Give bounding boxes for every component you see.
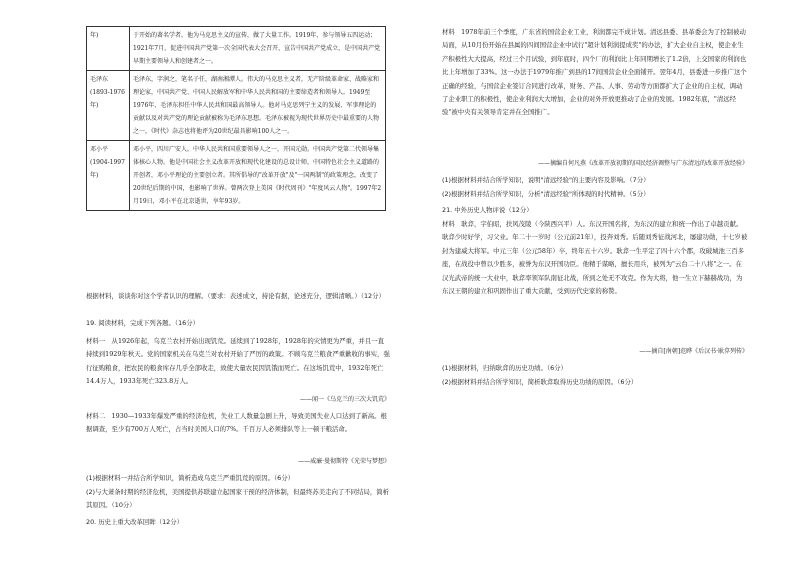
q19-question-2: (2)与大萧条时期的经济危机，美国提供苏联建立起国家干预的经济体制，但最终苏美走向了不同结局，简析其原因。（10分）: [86, 488, 390, 509]
table-cell-name: 年): [87, 27, 130, 71]
table-cell-name: 毛泽东 (1893-1976年): [87, 71, 130, 141]
q20-question-2: (2)根据材料并结合所学知识，分析"清远经验"所体现的时代精神。（5分）: [442, 190, 650, 198]
table-cell-text: 毛泽东，字润之，笔名子任，湖南湘潭人。伟大的马克思主义者，无产阶级革命家、战略家和理论家，中国共产党、中国人民解放军和中华人民共和国的主要缔造者和领导人。1949至1976年，毛泽东担任中华人民共和国最高领导人。他对马克思列宁主义的发展、军事理论的贡献以及对共产党的理论贡献被称为毛泽东思想。毛泽东被视为现代世界历史中最重要的人物之一，《时代》杂志也将他评为20世纪最具影响100人之一。: [130, 71, 386, 141]
q20-question-1: (1)根据材料并结合所学知识，说明"清远经验"的主要内容及影响。（7分）: [442, 176, 650, 184]
q19-material-1-source: ——闻一《乌克兰的三次大饥荒》: [299, 396, 390, 403]
table-cell-text: 于开始的著名学者。他为马克思主义的宣传，做了大量工作。1919年，参与领导五四运动；1921年7月，促进中国共产党第一次全国代表大会召开，宣告中国共产党成立，是中国共产党早期主要领导人和创建者之一。: [130, 27, 386, 71]
q19-question-1: (1)根据材料一并结合所学知识，简析造成乌克兰严重饥荒的原因。（6分）: [86, 474, 295, 482]
table-cell-text: 邓小平，四川广安人。中华人民共和国重要领导人之一，开国元勋。中国共产党第二代领导集体核心人物。他是中国社会主义改革开放和现代化建设的总设计师，中国特色社会主义道路的开创者，邓小平理论的主要创立者。其所倡导的"改革开放"及"一国两制"的政策理念，改变了20世纪后期的中国，也影响了世界。曾两次登上美国《时代周刊》"年度风云人物"。1997年2月19日，邓小平在北京逝世，享年93岁。: [130, 141, 386, 211]
q18-prompt: 根据材料，谈谈你对这个学者认识的理解。（要求：表述成文，持论有据，论述充分，逻辑清晰。）（12分）: [86, 292, 385, 300]
table-row: [87, 141, 386, 211]
table-cell-name: 邓小平 (1904-1997年): [87, 141, 130, 211]
table-row: [87, 27, 386, 71]
q19-title: 19. 阅读材料，完成下列各题。（16分）: [86, 319, 199, 327]
q19-material-2-source: ——威廉·曼彻斯特《光荣与梦想》: [298, 458, 390, 465]
q21-title: 21. 中外历史人物评说（12分）: [442, 206, 533, 214]
q21-question-2: (2)根据材料并结合所学知识，简析耿弇取得历史功绩的原因。（6分）: [442, 378, 638, 386]
q21-question-1: (1)根据材料，归纳耿弇的历史功绩。（6分）: [442, 364, 567, 372]
biography-table: [86, 26, 386, 211]
q20-material-source: ——摘编自何凡燕《改革开放初期的国民经济调整与广东清远的改革开放经验》: [537, 160, 748, 167]
q20-material: 材料 1978年前三个季度，广东省的国营企业工业，利润都完不成计划。清远县委、县革委会为了控制被动局面，从10月份开始在县属的四间国营企业中试行"超计划利润提成奖"的办法，扩大企业自主权，使企业生产积极性大大提高，经过三个月试验，到年底时，四个厂的利润比上年同期增长了1.2倍，上交国家的利润也比上年增加了33%。这一办法于1979年推广到县的17间国营企业全面铺开。翌年4月，县委进一步推广这个正确的经验，与国营企业签订合同进行改革，财务、产品、人事、劳动等方面都扩大了企业的自主权，调动了企业职工的积极性，使企业利润大大增加，企业的对外开放更推动了企业的发展。1982年底，"清远经验"被中央有关领导肯定并在全国推广。: [442, 28, 747, 117]
q19-material-2: 材料二 1930—1933年爆发严重的经济危机，失业工人数量急剧上升，导致美国失业人口达到了新高。根据调查，至少有700万人死亡，占当时美国人口的7%。千百万人必须排队等上一顿干粮活命。: [86, 412, 387, 434]
q20-title: 20. 历史上重大改革回眸（12分）: [86, 518, 184, 526]
table-row: [87, 71, 386, 141]
q19-material-1: 材料一 从1926年起，乌克兰农村开始出现饥荒。延续到了1928年，1928年的灾情更为严重，并且一直持续到1929年秋天。党的国家机关在乌克兰对农村开始了严厉的政策。不顾乌克兰粮食严重歉收的事实，强行征购粮食，把农民的粮食库存几乎全部收走，致使大量农民因饥饿而死亡。在这场饥荒中，1932年死亡14.4万人，1933年死亡323.8万人。: [86, 337, 390, 386]
q21-material-source: ——摘自[南朝]范晔《后汉书·耿弇列传》: [639, 348, 748, 355]
q21-material: 材料 耿弇，字伯昭，扶风茂陵（今陕西兴平）人。东汉开国名将，为东汉的建立和统一作出了卓越贡献。耿弇少时好学，习父业。年二十一岁时（公元前21年），投奔刘秀。后随刘秀征战河北，屡建功勋，十七岁被封为建威大将军。中元三年（公元58年）卒，终年五十六岁。耿弇一生平定了四十六个郡，攻破城池三百多座，在战役中曾以少胜多，被誉为东汉开国功臣。他精于谋略，擅长用兵，被列为"云台二十八将"之一。在汉光武帝的统一大业中，耿弇率领军队南征北战，所到之处无不攻克。作为大将，他一生立下赫赫战功，为东汉王朝的建立和巩固作出了重大贡献，受到历代史家的称赞。: [442, 220, 748, 296]
